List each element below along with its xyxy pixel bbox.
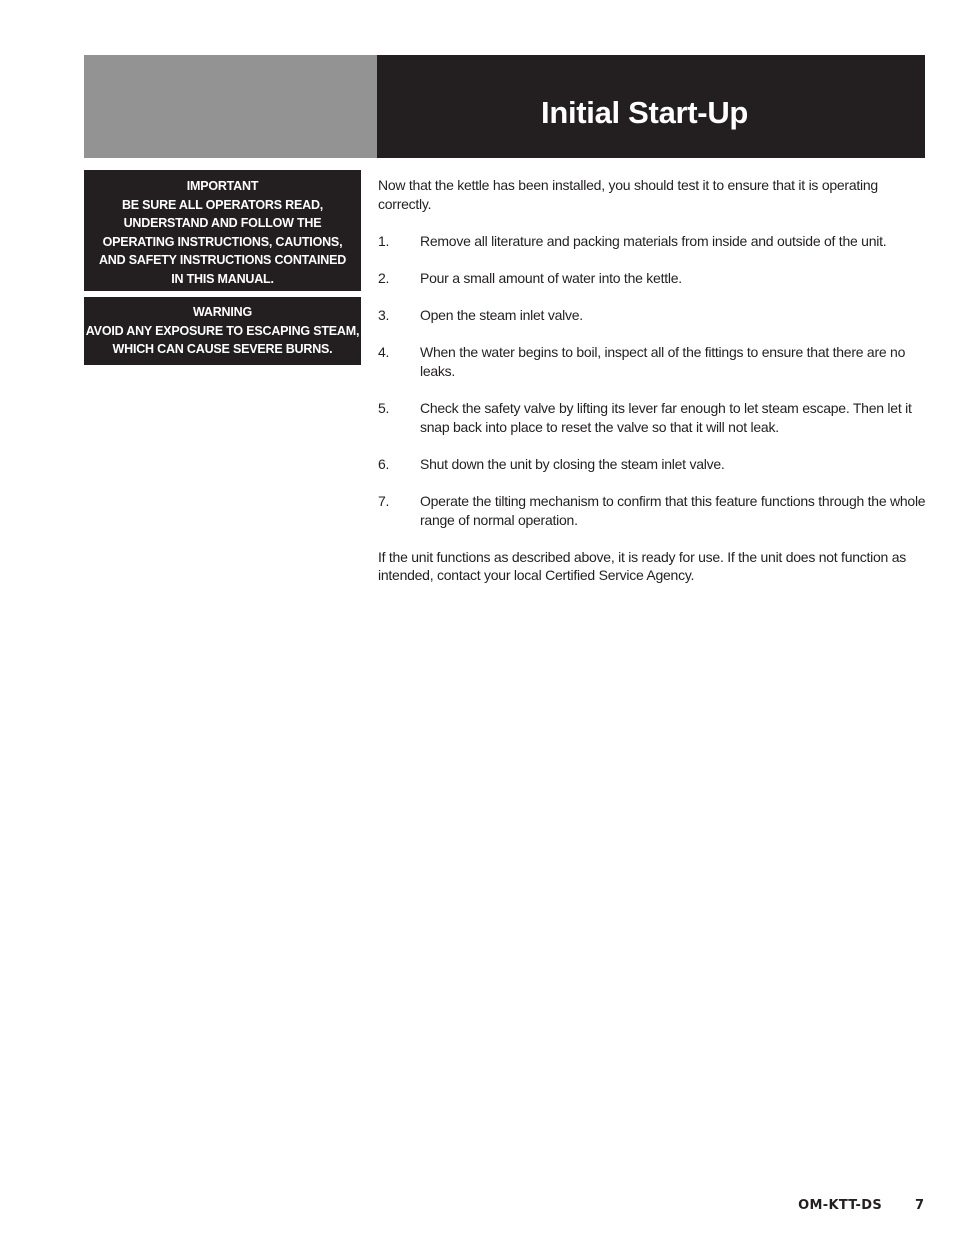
startup-steps-list xyxy=(378,232,930,530)
list-item xyxy=(378,492,930,529)
important-line: IN THIS MANUAL. xyxy=(171,271,274,286)
page-number: 7 xyxy=(914,1198,924,1213)
header-grey-band xyxy=(84,55,377,158)
warning-heading: WARNING xyxy=(192,305,252,319)
intro-paragraph: Now that the kettle has been installed, you should test it to ensure that it is operating correctly. xyxy=(378,177,878,212)
step-number: 6. xyxy=(378,455,390,472)
important-line: BE SURE ALL OPERATORS READ, xyxy=(121,197,324,212)
step-text: Pour a small amount of water into the kettle. xyxy=(420,269,682,286)
important-heading: IMPORTANT xyxy=(186,179,259,193)
warning-line: WHICH CAN CAUSE SEVERE BURNS. xyxy=(112,342,333,357)
header-title-band xyxy=(377,55,925,158)
step-number: 2. xyxy=(378,269,390,286)
step-number: 1. xyxy=(378,232,390,249)
list-item xyxy=(378,269,930,288)
closing-paragraph: If the unit functions as described above, it is ready for use. If the unit does not function as intended, contact your local Certified Service Agency. xyxy=(378,548,907,584)
step-text: Check the safety valve by lifting its lever far enough to let steam escape. Then let it snap back into place to reset the valve so that it will not leak. xyxy=(420,400,912,435)
step-text: When the water begins to boil, inspect all of the fittings to ensure that there are no leaks. xyxy=(420,344,906,379)
page-title: Initial Start-Up xyxy=(541,95,749,130)
step-number: 4. xyxy=(378,344,390,361)
important-line: OPERATING INSTRUCTIONS, CAUTIONS, xyxy=(102,234,343,249)
document-code: OM-KTT-DS xyxy=(798,1198,882,1213)
list-item xyxy=(378,455,930,474)
important-line: UNDERSTAND AND FOLLOW THE xyxy=(123,216,322,231)
list-item xyxy=(378,306,930,325)
step-text: Open the steam inlet valve. xyxy=(420,307,583,324)
step-number: 7. xyxy=(378,493,390,510)
step-text: Shut down the unit by closing the steam inlet valve. xyxy=(420,455,725,472)
main-content xyxy=(378,176,930,585)
important-notice-box xyxy=(84,170,361,291)
warning-line: AVOID ANY EXPOSURE TO ESCAPING STEAM, xyxy=(85,323,360,338)
step-number: 3. xyxy=(378,307,390,324)
list-item xyxy=(378,343,930,380)
list-item xyxy=(378,232,930,251)
step-text: Operate the tilting mechanism to confirm that this feature functions through the whole range of normal operation. xyxy=(420,493,926,528)
warning-notice-box xyxy=(84,297,361,365)
list-item xyxy=(378,399,930,436)
important-line: AND SAFETY INSTRUCTIONS CONTAINED xyxy=(98,253,347,268)
step-number: 5. xyxy=(378,400,390,417)
step-text: Remove all literature and packing materials from inside and outside of the unit. xyxy=(420,232,887,249)
